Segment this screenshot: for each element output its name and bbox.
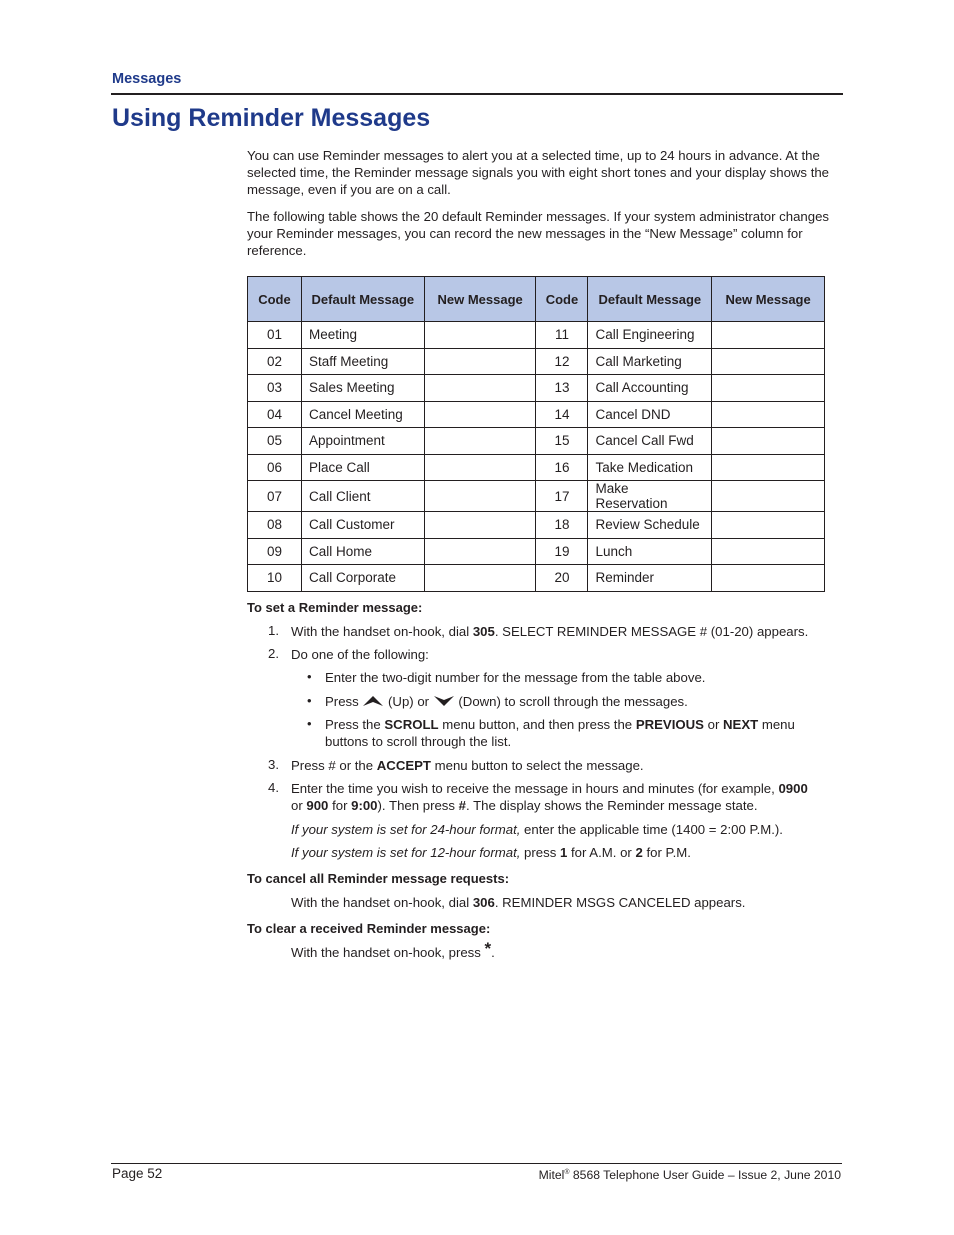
code-cell: 04 (248, 401, 302, 428)
default-message-cell: Call Engineering (588, 322, 712, 349)
step-text: Enter the time you wish to receive the message in hours and minutes (for example, (291, 781, 779, 796)
step-text: (Up) or (384, 694, 433, 709)
code-cell: 13 (536, 375, 588, 402)
dial-code: 305 (472, 624, 495, 639)
column-header-default-message: Default Message (301, 277, 424, 322)
code-cell: 11 (536, 322, 588, 349)
bullet: • (307, 693, 312, 708)
new-message-cell (712, 512, 825, 539)
default-message-cell: Call Corporate (301, 565, 424, 592)
default-message-cell: Meeting (301, 322, 424, 349)
new-message-cell (712, 565, 825, 592)
menu-button-name: SCROLL (384, 717, 439, 732)
code-cell: 14 (536, 401, 588, 428)
default-message-cell: Cancel Call Fwd (588, 428, 712, 455)
clear-procedure-text (291, 939, 851, 961)
key-name: 1 (559, 845, 568, 860)
bullet-3-text (325, 716, 835, 750)
step-text: . The display shows the Reminder message state. (466, 798, 758, 813)
example-time: 900 (306, 798, 329, 813)
brand-name: Mitel (538, 1168, 565, 1182)
step-text: buttons to scroll through the list. (325, 734, 512, 749)
default-message-cell: Call Marketing (588, 348, 712, 375)
column-header-code: Code (536, 277, 588, 322)
code-cell: 02 (248, 348, 302, 375)
step-text: enter the applicable time (1400 = 2:00 P.M.). (520, 822, 783, 837)
table-row (248, 512, 825, 539)
step-text: . (491, 945, 495, 960)
step-text: for (328, 798, 352, 813)
default-message-cell: Call Home (301, 538, 424, 565)
code-cell: 18 (536, 512, 588, 539)
new-message-cell (712, 348, 825, 375)
code-cell: 17 (536, 481, 588, 512)
note-12-hour (291, 844, 851, 861)
column-header-new-message: New Message (712, 277, 825, 322)
step-number: 4. (268, 780, 279, 795)
step-text: or (703, 717, 724, 732)
note-condition: If your system is set for 24-hour format, (291, 822, 521, 837)
new-message-cell (424, 375, 536, 402)
new-message-cell (712, 481, 825, 512)
default-message-cell: Call Client (301, 481, 424, 512)
step-text: ). Then press (377, 798, 459, 813)
table-row (248, 375, 825, 402)
default-message-cell: Sales Meeting (301, 375, 424, 402)
footer-document-title (539, 1168, 841, 1182)
step-text: Press # or the (291, 758, 377, 773)
new-message-cell (712, 454, 825, 481)
step-2-text: Do one of the following: (291, 647, 429, 662)
down-arrow-icon (433, 694, 455, 712)
step-text: for P.M. (642, 845, 691, 860)
bullet: • (307, 669, 312, 684)
intro-paragraph-1: You can use Reminder messages to alert you at a selected time, up to 24 hours in advance. At the selected time, the Reminder message signals you with eight short tones and your display shows the message, even if you are on a call. (247, 148, 830, 197)
code-cell: 06 (248, 454, 302, 481)
new-message-cell (712, 401, 825, 428)
table-row (248, 428, 825, 455)
step-text: Press (325, 694, 363, 709)
step-4-text (291, 780, 851, 814)
default-message-cell: Cancel Meeting (301, 401, 424, 428)
default-message-cell: Staff Meeting (301, 348, 424, 375)
dial-code: 306 (472, 895, 495, 910)
new-message-cell (424, 401, 536, 428)
step-text: With the handset on-hook, dial (291, 624, 473, 639)
bullet-1-text: Enter the two-digit number for the message from the table above. (325, 670, 706, 685)
example-time: 0900 (778, 781, 808, 796)
step-text: Press the (325, 717, 385, 732)
default-message-cell: Lunch (588, 538, 712, 565)
default-message-cell: Cancel DND (588, 401, 712, 428)
default-message-cell: Call Customer (301, 512, 424, 539)
clear-procedure-heading: To clear a received Reminder message: (247, 921, 491, 936)
step-text: or (291, 798, 307, 813)
page-number: Page 52 (112, 1166, 163, 1181)
column-header-default-message: Default Message (588, 277, 712, 322)
menu-button-name: ACCEPT (376, 758, 431, 773)
step-3-text (291, 757, 851, 774)
cancel-procedure-heading: To cancel all Reminder message requests: (247, 871, 510, 886)
code-cell: 08 (248, 512, 302, 539)
table-row (248, 481, 825, 512)
step-text: With the handset on-hook, press (291, 945, 485, 960)
code-cell: 07 (248, 481, 302, 512)
bullet: • (307, 716, 312, 731)
table-row (248, 538, 825, 565)
default-message-cell: Call Accounting (588, 375, 712, 402)
new-message-cell (424, 481, 536, 512)
footer-rule (111, 1163, 842, 1164)
header-rule (111, 93, 843, 95)
code-cell: 19 (536, 538, 588, 565)
new-message-cell (424, 428, 536, 455)
new-message-cell (424, 454, 536, 481)
up-arrow-icon (362, 694, 384, 712)
table-row (248, 348, 825, 375)
document-info: 8568 Telephone User Guide – Issue 2, June 2010 (569, 1168, 841, 1182)
code-cell: 20 (536, 565, 588, 592)
menu-button-name: NEXT (723, 717, 759, 732)
new-message-cell (712, 322, 825, 349)
cancel-procedure-text (291, 894, 851, 911)
default-message-cell: Make Reservation (588, 481, 712, 512)
step-text: menu button to select the message. (430, 758, 644, 773)
bullet-2-text (325, 693, 835, 712)
new-message-cell (712, 538, 825, 565)
table-row (248, 565, 825, 592)
step-text: (Down) to scroll through the messages. (454, 694, 688, 709)
code-cell: 09 (248, 538, 302, 565)
step-number: 1. (268, 623, 279, 638)
table-row (248, 322, 825, 349)
code-cell: 10 (248, 565, 302, 592)
default-message-cell: Review Schedule (588, 512, 712, 539)
table-row (248, 401, 825, 428)
step-text: . SELECT REMINDER MESSAGE # (01-20) appears. (494, 624, 809, 639)
table-body (248, 322, 825, 592)
code-cell: 16 (536, 454, 588, 481)
default-message-cell: Place Call (301, 454, 424, 481)
column-header-new-message: New Message (424, 277, 536, 322)
new-message-cell (424, 348, 536, 375)
step-text: . REMINDER MSGS CANCELED appears. (494, 895, 746, 910)
key-name: # (458, 798, 466, 813)
step-text: menu (758, 717, 795, 732)
key-name: 2 (635, 845, 643, 860)
star-key-icon: * (484, 939, 492, 958)
new-message-cell (712, 375, 825, 402)
registered-mark: ® (564, 1168, 570, 1176)
set-procedure-heading: To set a Reminder message: (247, 600, 423, 615)
code-cell: 01 (248, 322, 302, 349)
new-message-cell (424, 538, 536, 565)
column-header-code: Code (248, 277, 302, 322)
step-1-text (291, 623, 851, 640)
step-text: menu button, and then press the (438, 717, 636, 732)
note-24-hour (291, 821, 851, 838)
code-cell: 05 (248, 428, 302, 455)
step-text: for A.M. or (567, 845, 636, 860)
code-cell: 15 (536, 428, 588, 455)
page-title: Using Reminder Messages (112, 104, 431, 132)
intro-paragraph-2: The following table shows the 20 default Reminder messages. If your system administrator changes your Reminder messages, you can record the new messages in the “New Message” column for reference. (247, 209, 830, 258)
new-message-cell (424, 322, 536, 349)
table-row (248, 454, 825, 481)
table-header-row (248, 277, 825, 322)
code-cell: 12 (536, 348, 588, 375)
default-message-cell: Take Medication (588, 454, 712, 481)
step-text: With the handset on-hook, dial (291, 895, 473, 910)
default-message-cell: Reminder (588, 565, 712, 592)
code-cell: 03 (248, 375, 302, 402)
step-number: 3. (268, 757, 279, 772)
note-condition: If your system is set for 12-hour format, (291, 845, 521, 860)
reminder-messages-table (247, 276, 825, 592)
new-message-cell (424, 565, 536, 592)
step-text: press (520, 845, 560, 860)
example-time: 9:00 (351, 798, 378, 813)
menu-button-name: PREVIOUS (635, 717, 704, 732)
section-label: Messages (112, 71, 182, 87)
default-message-cell: Appointment (301, 428, 424, 455)
new-message-cell (712, 428, 825, 455)
step-number: 2. (268, 646, 279, 661)
new-message-cell (424, 512, 536, 539)
